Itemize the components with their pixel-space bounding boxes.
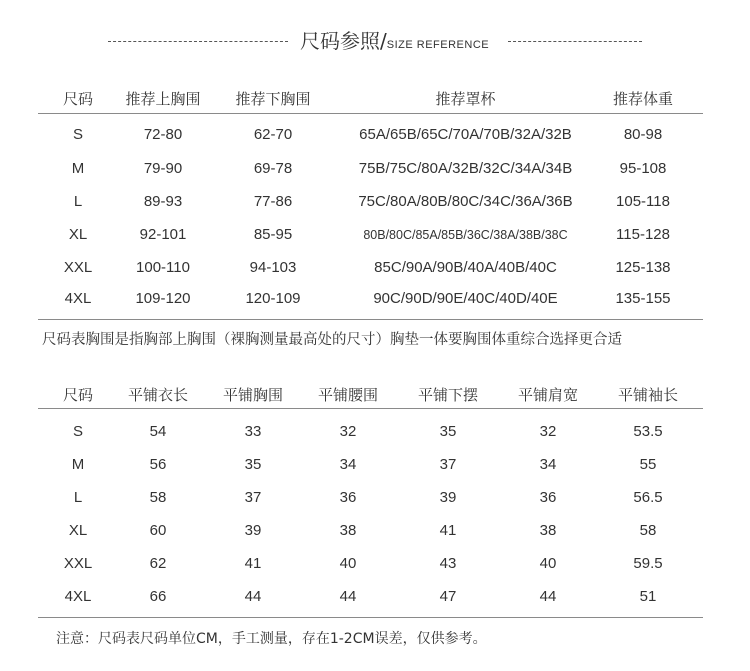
hem-cell: 35 bbox=[439, 423, 457, 440]
shoulder-cell: 40 bbox=[539, 555, 557, 572]
table-divider-top bbox=[38, 408, 703, 409]
weight-cell: 80-98 bbox=[623, 126, 663, 143]
header-waist: 平铺腰围 bbox=[317, 386, 378, 404]
size-cell: L bbox=[73, 489, 83, 506]
size-cell: S bbox=[72, 126, 83, 143]
size-cell: L bbox=[73, 193, 83, 210]
under-bust-cell: 77-86 bbox=[253, 193, 293, 210]
sleeve-cell: 53.5 bbox=[633, 423, 663, 440]
shoulder-cell: 36 bbox=[539, 489, 557, 506]
size-reference-header bbox=[0, 24, 750, 60]
sleeve-cell: 55 bbox=[639, 456, 657, 473]
weight-cell: 135-155 bbox=[615, 290, 671, 307]
cup-cell: 65A/65B/65C/70A/70B/32A/32B bbox=[359, 126, 572, 143]
table-row bbox=[38, 483, 703, 513]
size-cell: S bbox=[72, 423, 83, 440]
length-cell: 56 bbox=[149, 456, 167, 473]
sleeve-cell: 59.5 bbox=[633, 555, 663, 572]
header-cup: 推荐罩杯 bbox=[435, 90, 496, 108]
table-row bbox=[38, 253, 703, 283]
cup-cell: 75C/80A/80B/80C/34C/36A/36B bbox=[358, 193, 573, 210]
under-bust-cell: 69-78 bbox=[253, 160, 293, 177]
size-cell: 4XL bbox=[64, 290, 92, 307]
upper-bust-cell: 92-101 bbox=[139, 226, 187, 243]
garment-measurement-table bbox=[38, 380, 703, 620]
title-chinese: 尺码参照/ bbox=[300, 29, 387, 53]
table-divider-bottom bbox=[38, 617, 703, 618]
upper-bust-cell: 100-110 bbox=[136, 259, 190, 276]
table-row bbox=[38, 417, 703, 447]
title-english: SIZE REFERENCE bbox=[386, 39, 490, 51]
table-row bbox=[38, 187, 703, 217]
size-cell: XL bbox=[68, 522, 88, 539]
table-divider-top bbox=[38, 113, 703, 114]
hem-cell: 47 bbox=[439, 588, 457, 605]
chest-cell: 44 bbox=[244, 588, 262, 605]
waist-cell: 34 bbox=[339, 456, 357, 473]
size-cell: XL bbox=[68, 226, 88, 243]
upper-bust-cell: 79-90 bbox=[143, 160, 183, 177]
page-title bbox=[300, 24, 489, 62]
under-bust-cell: 85-95 bbox=[253, 226, 293, 243]
waist-cell: 32 bbox=[339, 423, 357, 440]
measurement-unit-note: 注意：尺码表尺码单位CM，手工测量，存在1-2CM误差，仅供参考。 bbox=[56, 631, 487, 647]
chest-cell: 41 bbox=[244, 555, 262, 572]
table-row bbox=[38, 450, 703, 480]
header-chest: 平铺胸围 bbox=[222, 386, 283, 404]
length-cell: 60 bbox=[149, 522, 167, 539]
size-cell: XXL bbox=[63, 555, 93, 572]
sleeve-cell: 51 bbox=[639, 588, 657, 605]
shoulder-cell: 32 bbox=[539, 423, 557, 440]
weight-cell: 95-108 bbox=[619, 160, 667, 177]
bra-size-table bbox=[38, 84, 703, 324]
chest-cell: 37 bbox=[244, 489, 262, 506]
shoulder-cell: 38 bbox=[539, 522, 557, 539]
sleeve-cell: 56.5 bbox=[633, 489, 663, 506]
header-weight: 推荐体重 bbox=[612, 90, 673, 108]
chest-cell: 35 bbox=[244, 456, 262, 473]
hem-cell: 37 bbox=[439, 456, 457, 473]
waist-cell: 44 bbox=[339, 588, 357, 605]
under-bust-cell: 120-109 bbox=[245, 290, 301, 307]
under-bust-cell: 94-103 bbox=[249, 259, 297, 276]
waist-cell: 40 bbox=[339, 555, 357, 572]
hem-cell: 39 bbox=[439, 489, 457, 506]
size-cell: 4XL bbox=[64, 588, 92, 605]
header-shoulder: 平铺肩宽 bbox=[517, 386, 578, 404]
upper-bust-cell: 72-80 bbox=[143, 126, 183, 143]
length-cell: 58 bbox=[149, 489, 167, 506]
table-row bbox=[38, 220, 703, 250]
upper-bust-cell: 109-120 bbox=[135, 290, 191, 307]
table-row bbox=[38, 154, 703, 184]
header-sleeve: 平铺袖长 bbox=[617, 386, 678, 404]
header-size: 尺码 bbox=[62, 386, 93, 404]
weight-cell: 115-128 bbox=[616, 226, 670, 243]
hem-cell: 43 bbox=[439, 555, 457, 572]
header-dashed-line-left bbox=[108, 41, 288, 42]
length-cell: 66 bbox=[149, 588, 167, 605]
shoulder-cell: 44 bbox=[539, 588, 557, 605]
waist-cell: 38 bbox=[339, 522, 357, 539]
table-row bbox=[38, 549, 703, 579]
weight-cell: 105-118 bbox=[616, 193, 670, 210]
table-header-row bbox=[38, 380, 703, 410]
header-length: 平铺衣长 bbox=[127, 386, 188, 404]
upper-bust-cell: 89-93 bbox=[143, 193, 183, 210]
header-dashed-line-right bbox=[508, 41, 642, 42]
header-upper-bust: 推荐上胸围 bbox=[125, 90, 201, 108]
shoulder-cell: 34 bbox=[539, 456, 557, 473]
waist-cell: 36 bbox=[339, 489, 357, 506]
chest-cell: 33 bbox=[244, 423, 262, 440]
cup-cell: 90C/90D/90E/40C/40D/40E bbox=[373, 290, 558, 307]
table-row bbox=[38, 516, 703, 546]
table-row bbox=[38, 120, 703, 150]
cup-cell: 75B/75C/80A/32B/32C/34A/34B bbox=[358, 160, 573, 177]
bust-measurement-note: 尺码表胸围是指胸部上胸围（裸胸测量最高处的尺寸）胸垫一体要胸围体重综合选择更合适 bbox=[42, 332, 622, 348]
sleeve-cell: 58 bbox=[639, 522, 657, 539]
header-size: 尺码 bbox=[62, 90, 93, 108]
table-row bbox=[38, 284, 703, 314]
size-cell: M bbox=[71, 160, 85, 177]
cup-cell: 85C/90A/90B/40A/40B/40C bbox=[374, 259, 557, 276]
table-divider-bottom bbox=[38, 319, 703, 320]
length-cell: 62 bbox=[149, 555, 167, 572]
header-under-bust: 推荐下胸围 bbox=[235, 90, 311, 108]
length-cell: 54 bbox=[149, 423, 167, 440]
table-header-row bbox=[38, 84, 703, 114]
cup-cell: 80B/80C/85A/85B/36C/38A/38B/38C bbox=[363, 228, 568, 242]
hem-cell: 41 bbox=[439, 522, 457, 539]
weight-cell: 125-138 bbox=[615, 259, 671, 276]
under-bust-cell: 62-70 bbox=[253, 126, 293, 143]
header-hem: 平铺下摆 bbox=[417, 386, 478, 404]
size-cell: M bbox=[71, 456, 85, 473]
size-cell: XXL bbox=[63, 259, 93, 276]
chest-cell: 39 bbox=[244, 522, 262, 539]
table-row bbox=[38, 582, 703, 612]
